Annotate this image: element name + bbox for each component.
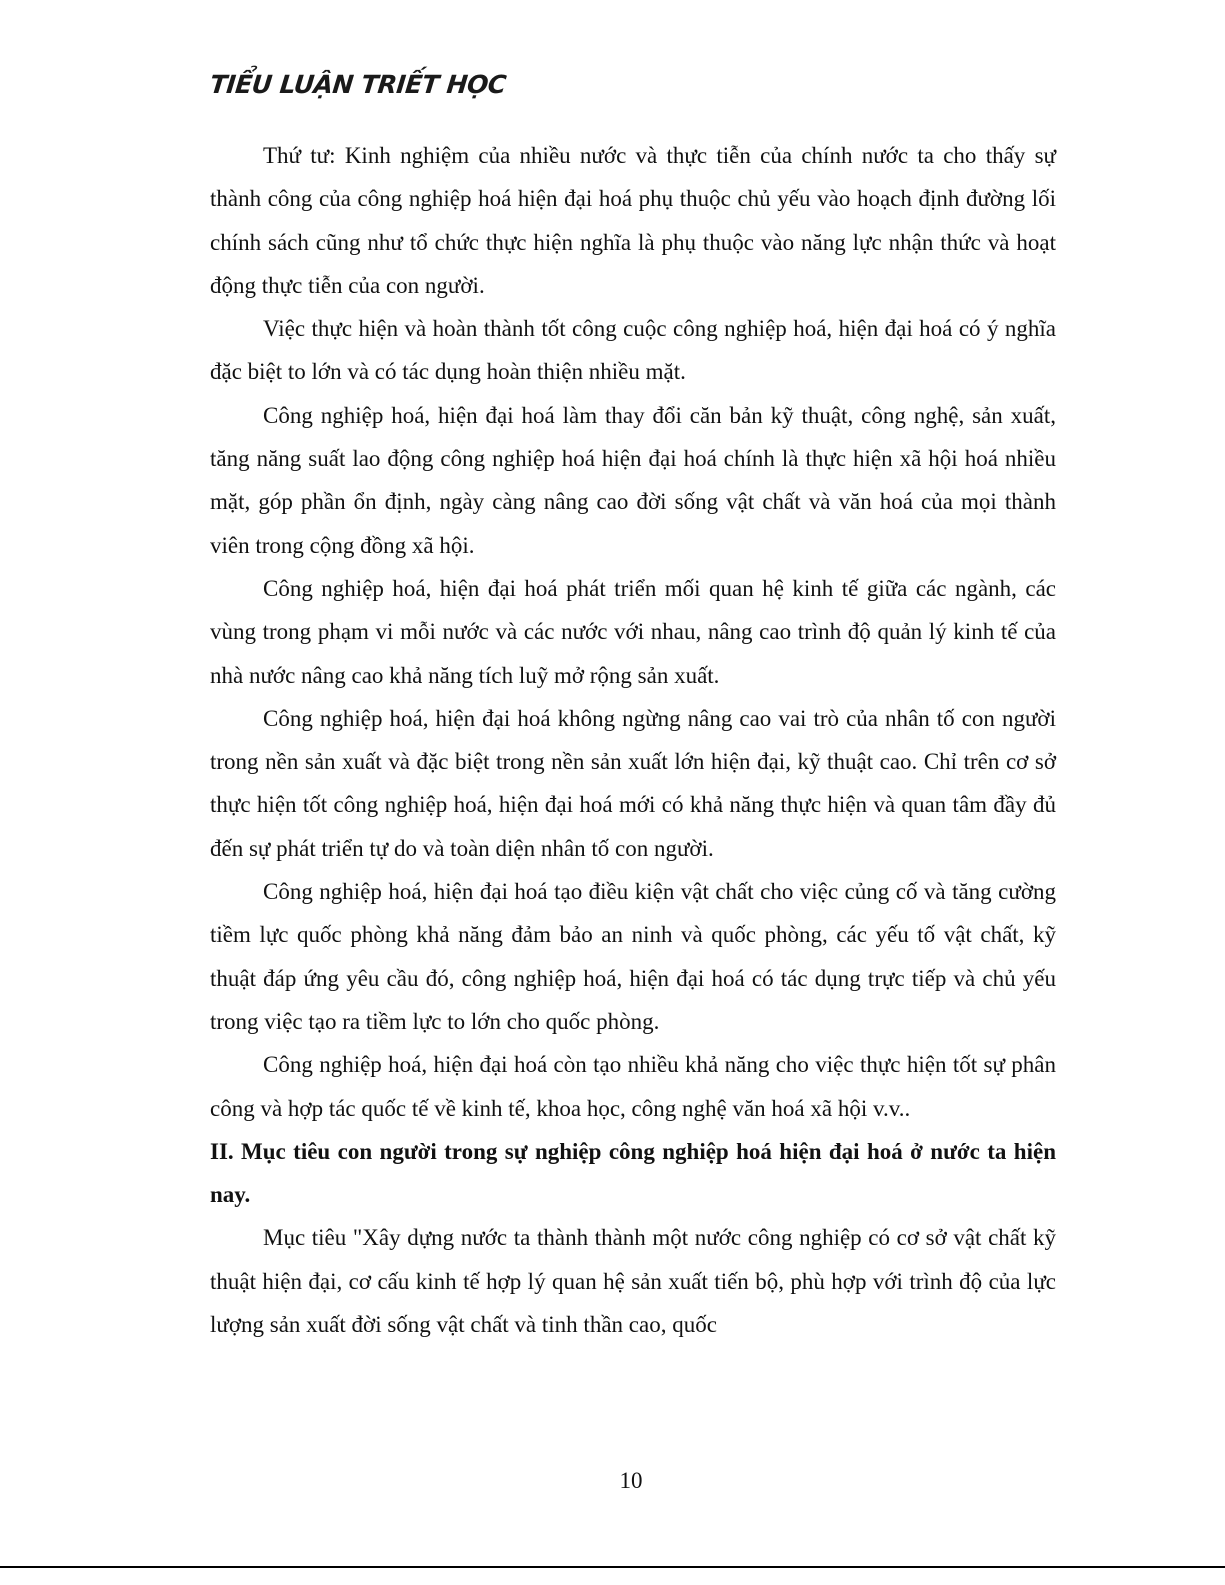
section-heading: II. Mục tiêu con người trong sự nghiệp công nghiệp hoá hiện đại hoá ở nước ta hiện nay. bbox=[210, 1138, 1056, 1208]
paragraph-thay-doi-ky-thuat: Công nghiệp hoá, hiện đại hoá làm thay đổi căn bản kỹ thuật, công nghệ, sản xuất, tăng năng suất lao động công nghiệp hoá hiện đại hoá chính là thực hiện xã hội hoá nhiều mặt, góp phần ổn định, ngày càng nâng cao đời sống vật chất và văn hoá của mọi thành viên trong cộng đồng xã hội. bbox=[210, 402, 1056, 558]
page-number: 10 bbox=[619, 1468, 643, 1493]
paragraph-thu-tu: Thứ tư: Kinh nghiệm của nhiều nước và thực tiễn của chính nước ta cho thấy sự thành công của công nghiệp hoá hiện đại hoá phụ thuộc chủ yếu vào hoạch định đường lối chính sách cũng như tổ chức thực hiện nghĩa là phụ thuộc vào năng lực nhận thức và hoạt động thực tiễn của con người. bbox=[210, 143, 1056, 298]
paragraph-quoc-phong: Công nghiệp hoá, hiện đại hoá tạo điều kiện vật chất cho việc củng cố và tăng cường tiềm lực quốc phòng khả năng đảm bảo an ninh và quốc phòng, các yếu tố vật chất, kỹ thuật đáp ứng yêu cầu đó, công nghiệp hoá, hiện đại hoá có tác dụng trực tiếp và chủ yếu trong việc tạo ra tiềm lực to lớn cho quốc phòng. bbox=[210, 879, 1056, 1034]
document-body bbox=[210, 134, 1056, 1346]
paragraph-hop-tac-quoc-te: Công nghiệp hoá, hiện đại hoá còn tạo nhiều khả năng cho việc thực hiện tốt sự phân công và hợp tác quốc tế về kinh tế, khoa học, công nghệ văn hoá xã hội v.v.. bbox=[210, 1052, 1056, 1121]
paragraph-quan-he-kinh-te: Công nghiệp hoá, hiện đại hoá phát triển mối quan hệ kinh tế giữa các ngành, các vùng trong phạm vi mỗi nước và các nước với nhau, nâng cao trình độ quản lý kinh tế của nhà nước nâng cao khả năng tích luỹ mở rộng sản xuất. bbox=[210, 575, 1056, 688]
paragraph-nhan-to-con-nguoi: Công nghiệp hoá, hiện đại hoá không ngừng nâng cao vai trò của nhân tố con người trong nền sản xuất và đặc biệt trong nền sản xuất lớn hiện đại, kỹ thuật cao. Chỉ trên cơ sở thực hiện tốt công nghiệp hoá, hiện đại hoá mới có khả năng thực hiện và quan tâm đầy đủ đến sự phát triển tự do và toàn diện nhân tố con người. bbox=[210, 705, 1056, 861]
paragraph-viec-thuc-hien: Việc thực hiện và hoàn thành tốt công cuộc công nghiệp hoá, hiện đại hoá có ý nghĩa đặc biệt to lớn và có tác dụng hoàn thiện nhiều mặt. bbox=[210, 316, 1056, 385]
bottom-divider bbox=[0, 1566, 1225, 1568]
running-header: TIỂU LUẬN TRIẾT HỌC bbox=[208, 70, 508, 99]
paragraph-muc-tieu: Mục tiêu "Xây dựng nước ta thành thành một nước công nghiệp có cơ sở vật chất kỹ thuật hiện đại, cơ cấu kinh tế hợp lý quan hệ sản xuất tiến bộ, phù hợp với trình độ của lực lượng sản xuất đời sống vật chất và tinh thần cao, quốc bbox=[210, 1225, 1056, 1338]
